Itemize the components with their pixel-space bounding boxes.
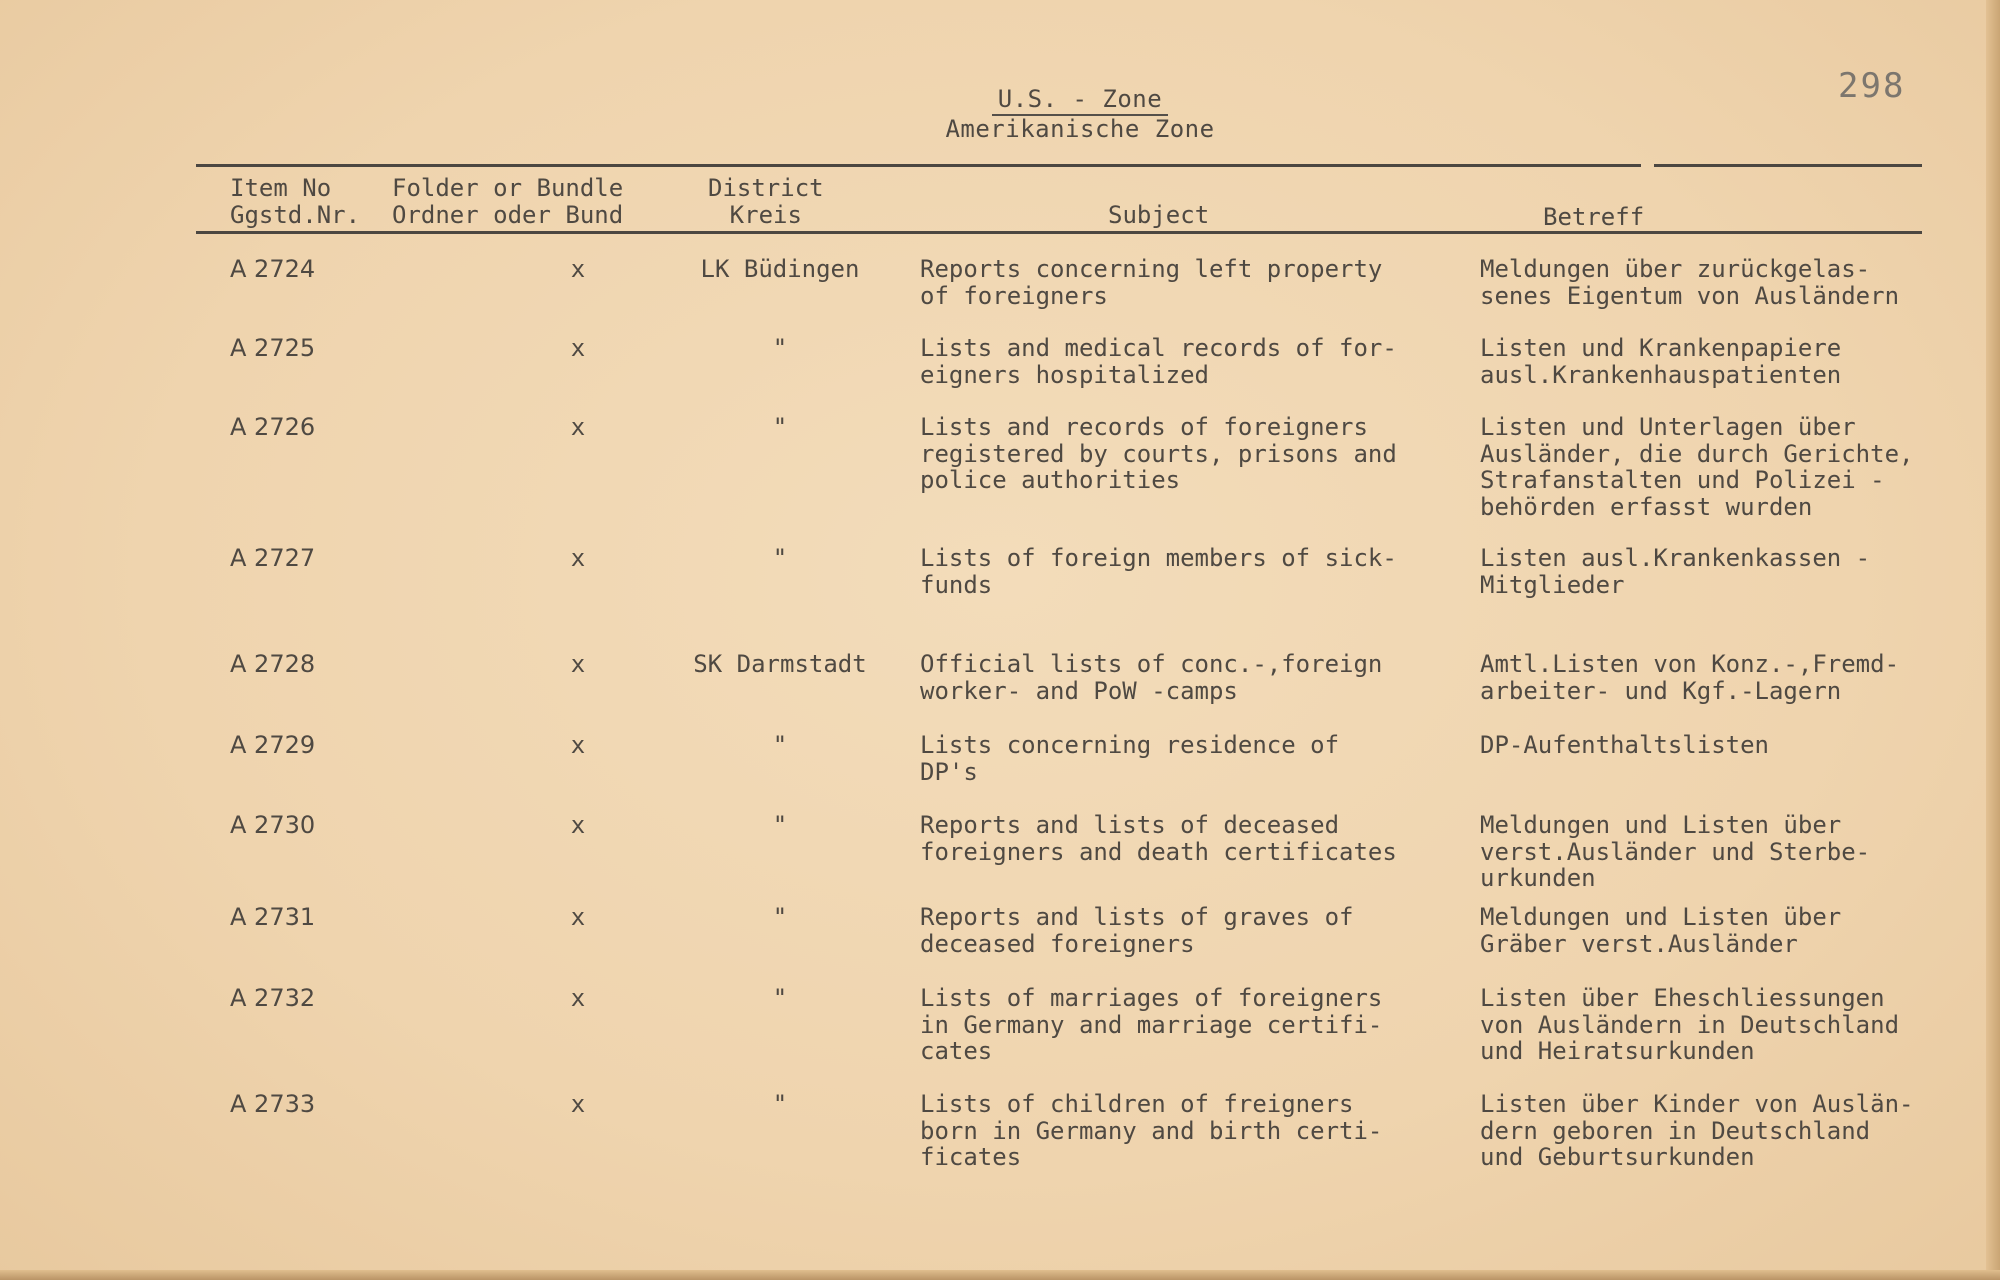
betreff-text: Listen über Eheschliessungen von Ausländern in Deutschland und Heiratsurkunden <box>1480 984 1900 1065</box>
item-number: A 2730 <box>230 811 316 839</box>
district: " <box>772 544 788 572</box>
district: " <box>772 984 788 1012</box>
betreff-text: Meldungen und Listen über Gräber verst.Ausländer <box>1480 903 1842 958</box>
header-top-rule-right <box>1654 164 1922 167</box>
betreff-text: Amtl.Listen von Konz.-,Fremd- arbeiter- und Kgf.-Lagern <box>1480 650 1900 705</box>
folder-mark: x <box>570 731 586 759</box>
subject-text: Lists of foreign members of sick- funds <box>920 544 1397 599</box>
header-item-no: Item No Ggstd.Nr. <box>230 174 361 229</box>
folder-mark: x <box>570 903 586 931</box>
subject-text: Official lists of conc.-,foreign worker- and PoW -camps <box>920 650 1383 705</box>
subject-text: Reports and lists of deceased foreigners and death certificates <box>920 811 1397 866</box>
item-number: A 2731 <box>230 903 316 931</box>
district: LK Büdingen <box>700 255 860 283</box>
folder-mark: x <box>570 984 586 1012</box>
folder-mark: x <box>570 1090 586 1118</box>
betreff-text: Listen über Kinder von Auslän- dern geboren in Deutschland und Geburtsurkunden <box>1480 1090 1914 1171</box>
subject-text: Reports concerning left property of foreigners <box>920 255 1383 310</box>
folder-mark: x <box>570 255 586 283</box>
item-number: A 2726 <box>230 413 316 441</box>
betreff-text: DP-Aufenthaltslisten <box>1480 731 1769 759</box>
header-betreff: Betreff <box>1543 203 1645 231</box>
item-number: A 2729 <box>230 731 316 759</box>
district: " <box>772 413 788 441</box>
page-edge-right <box>1986 0 2000 1280</box>
subject-text: Lists and records of foreigners registered by courts, prisons and police authorities <box>920 413 1397 494</box>
item-number: A 2725 <box>230 334 316 362</box>
district: SK Darmstadt <box>693 650 867 678</box>
betreff-text: Meldungen und Listen über verst.Ausländer und Sterbe- urkunden <box>1480 811 1871 892</box>
betreff-text: Listen ausl.Krankenkassen - Mitglieder <box>1480 544 1871 599</box>
page-edge-bottom <box>0 1270 2000 1280</box>
subject-text: Lists and medical records of for- eigners hospitalized <box>920 334 1397 389</box>
folder-mark: x <box>570 544 586 572</box>
subject-text: Lists of children of freigners born in Germany and birth certi- ficates <box>920 1090 1383 1171</box>
item-number: A 2732 <box>230 984 316 1012</box>
betreff-text: Listen und Krankenpapiere ausl.Krankenhauspatienten <box>1480 334 1842 389</box>
district: " <box>772 334 788 362</box>
district: " <box>772 731 788 759</box>
zone-title-english: U.S. - Zone <box>992 86 1168 116</box>
subject-text: Lists of marriages of foreigners in Germany and marriage certifi- cates <box>920 984 1383 1065</box>
item-number: A 2733 <box>230 1090 316 1118</box>
betreff-text: Listen und Unterlagen über Ausländer, die durch Gerichte, Strafanstalten und Polizei - behörden erfasst wurden <box>1480 413 1914 521</box>
header-district: District Kreis <box>708 174 824 229</box>
zone-title <box>900 86 1260 143</box>
item-number: A 2727 <box>230 544 316 572</box>
folder-mark: x <box>570 334 586 362</box>
header-folder-bundle: Folder or Bundle Ordner oder Bund <box>392 174 624 229</box>
district: " <box>772 1090 788 1118</box>
district: " <box>772 903 788 931</box>
header-top-rule <box>196 164 1641 167</box>
subject-text: Lists concerning residence of DP's <box>920 731 1340 786</box>
subject-text: Reports and lists of graves of deceased foreigners <box>920 903 1354 958</box>
item-number: A 2728 <box>230 650 316 678</box>
item-number: A 2724 <box>230 255 316 283</box>
zone-title-german: Amerikanische Zone <box>945 115 1215 143</box>
district: " <box>772 811 788 839</box>
header-subject: Subject <box>1108 201 1210 229</box>
folder-mark: x <box>570 413 586 441</box>
folder-mark: x <box>570 811 586 839</box>
header-bottom-rule <box>196 231 1922 234</box>
page-number: 298 <box>1838 66 1906 106</box>
folder-mark: x <box>570 650 586 678</box>
betreff-text: Meldungen über zurückgelas- senes Eigentum von Ausländern <box>1480 255 1900 310</box>
